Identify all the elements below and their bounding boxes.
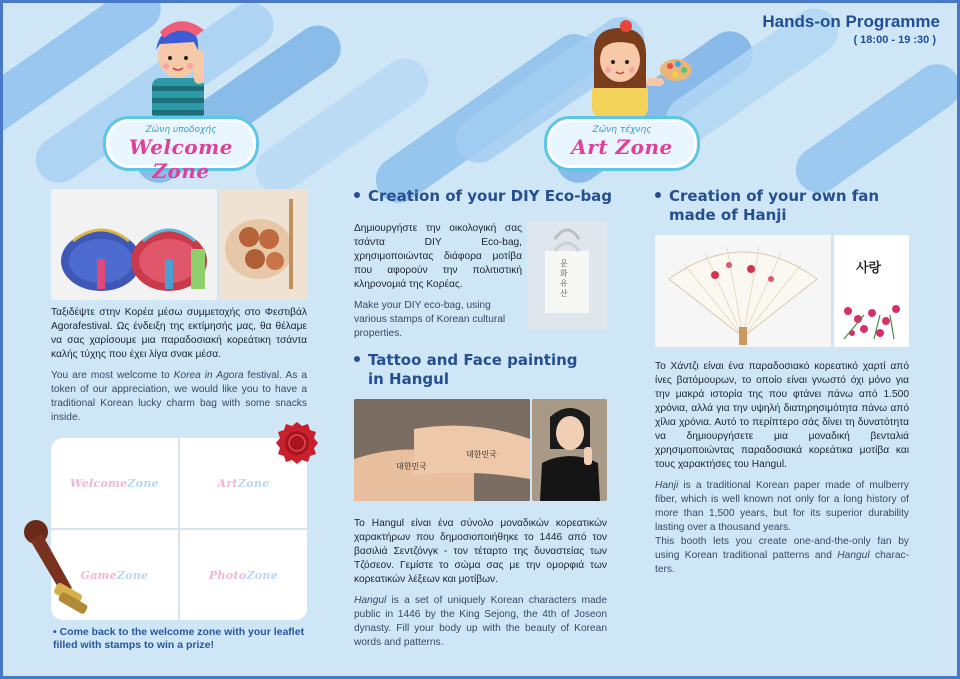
stamp-cell-photo: Photo Zone	[180, 530, 307, 620]
art-zone-title: Art Zone	[571, 135, 673, 159]
art-zone-badge	[544, 116, 700, 171]
welcome-zone-subtitle: Ζώνη υποδοχής	[145, 125, 217, 135]
fan-text-english-1: Hanji is a traditional Korean paper made of mulberry fiber, which is well known not only for a long history of more than 1,500 years, but for its superior durability lasting over a thousand years.	[655, 480, 909, 533]
girl-painter-illustration	[580, 18, 696, 118]
welcome-zone-title: Welcome Zone	[128, 135, 234, 183]
lucky-charm-bags-photo	[51, 189, 217, 300]
programme-header	[762, 12, 940, 46]
fan-section-title: Creation of your own fan made of Hanji	[655, 187, 879, 225]
art-zone-subtitle: Ζώνη τέχνης	[592, 125, 652, 135]
eco-bag-photo	[527, 221, 607, 329]
calligraphy-text: 사랑	[856, 261, 882, 276]
face-painting-girl-photo	[532, 399, 607, 501]
welcome-text-greek: Ταξιδέψτε στην Κορέα μέσω συμμετοχής στο Φεστιβάλ Agorafestival. Ως ένδειξη της εκτίμησής μας, θα θέλαμε να σας χαρίσουμε μια παραδοσιακή κορεάτικη τσάντα καλής τύχης που έχει λίγα σνακ μέσα.	[51, 307, 307, 360]
eco-bag-text-english: Make your DIY eco-bag, using various stamps of Korean cultural properties.	[354, 300, 506, 339]
eco-bag-text-greek: Δημιουργήστε την οικολογική σας τσάντα DIY Eco-bag, χρησιμοποιώντας διάφορα μοτίβα που αφορούν την πολιτιστική κληρονομιά της Κορέας.	[354, 223, 522, 290]
stamp-cell-welcome: Welcome Zone	[51, 438, 178, 528]
programme-time: ( 18:00 - 19 :30 )	[853, 34, 936, 46]
bullet-dot-icon	[354, 192, 360, 198]
stamp-cell-game: Game Zone	[51, 530, 178, 620]
stamp-prize-note: • Come back to the welcome zone with your leaflet filled with stamps to win a prize!	[53, 626, 305, 651]
welcome-zone-badge	[103, 116, 259, 183]
fan-description	[655, 360, 909, 584]
eco-bag-description	[354, 222, 522, 348]
fan-text-greek: Το Χάντζι είναι ένα παραδοσιακό κορεατικό χαρτί από ίνες βατόμουρων, το οποίο είναι γνωστό όχι μόνο για την μακρά ιστορία της που φτάνει πάνω από 1.500 χρόνια, αλλά για την υψηλή διατηρησιμότητα πάνω από χίλια χρόνια. Αυτό το περίπτερο σάς δίνει τη δυνατότητα να δημιουργήσετε μια μοναδική βενταλιά χρησιμοποιώντας παραδοσιακά κορεάτικα μοτίβα και τους χαρακτήσες του Hangul.	[655, 361, 909, 470]
bullet-dot-icon	[354, 356, 360, 362]
eco-bag-print-text: 문 화 유 산	[560, 259, 568, 298]
welcome-zone-description	[51, 306, 307, 432]
tattoo-description	[354, 517, 607, 657]
hanji-fan-photo	[655, 235, 831, 347]
hangul-tattoo-wrists-photo	[354, 399, 530, 501]
calligraphy-fan-photo	[834, 235, 909, 347]
fan-text-english-2: This booth lets you create one-and-the-only fan by using Korean traditional patterns and Hangul charac-ters.	[655, 536, 909, 575]
wrist-tattoo-text-2: 대한민국	[466, 450, 497, 459]
wrist-tattoo-text-1: 대한민국	[396, 462, 427, 471]
tattoo-text-english: Hangul is a set of uniquely Korean characters made public in 1446 by the King Sejong, the 4th of Joseon dynasty. Fill your body up with the beauty of Korean words and patterns.	[354, 595, 607, 648]
tattoo-section-title: Tattoo and Face painting in Hangul	[354, 351, 578, 389]
eco-bag-section-title: Creation of your DIY Eco-bag	[354, 187, 612, 206]
welcome-text-english: You are most welcome to Korea in Agora festival. As a token of our appreciation, we would like you to have a traditional Korean lucky charm bag with some snacks inside.	[51, 370, 307, 423]
bullet-dot-icon	[655, 192, 661, 198]
stamp-cell-art: Art Zone	[180, 438, 307, 528]
wax-seal-icon	[274, 420, 320, 466]
boy-character-illustration	[138, 8, 216, 120]
korean-snacks-photo	[219, 189, 307, 300]
wooden-stamp-icon	[14, 516, 94, 626]
tattoo-text-greek: Το Hangul είναι ένα σύνολο μοναδικών κορεατικών χαρακτήρων που δημοσιοποιήθηκε το 1446 από τον βασιλιά Σεντζόνγκ - τον τέταρτο της δυναστείας των Τζόσεον. Γεμίστε το σώμα σας με την ομορφιά των κορεατικών λέξεων και μοτίβων.	[354, 518, 607, 585]
programme-title: Hands-on Programme	[762, 12, 940, 31]
